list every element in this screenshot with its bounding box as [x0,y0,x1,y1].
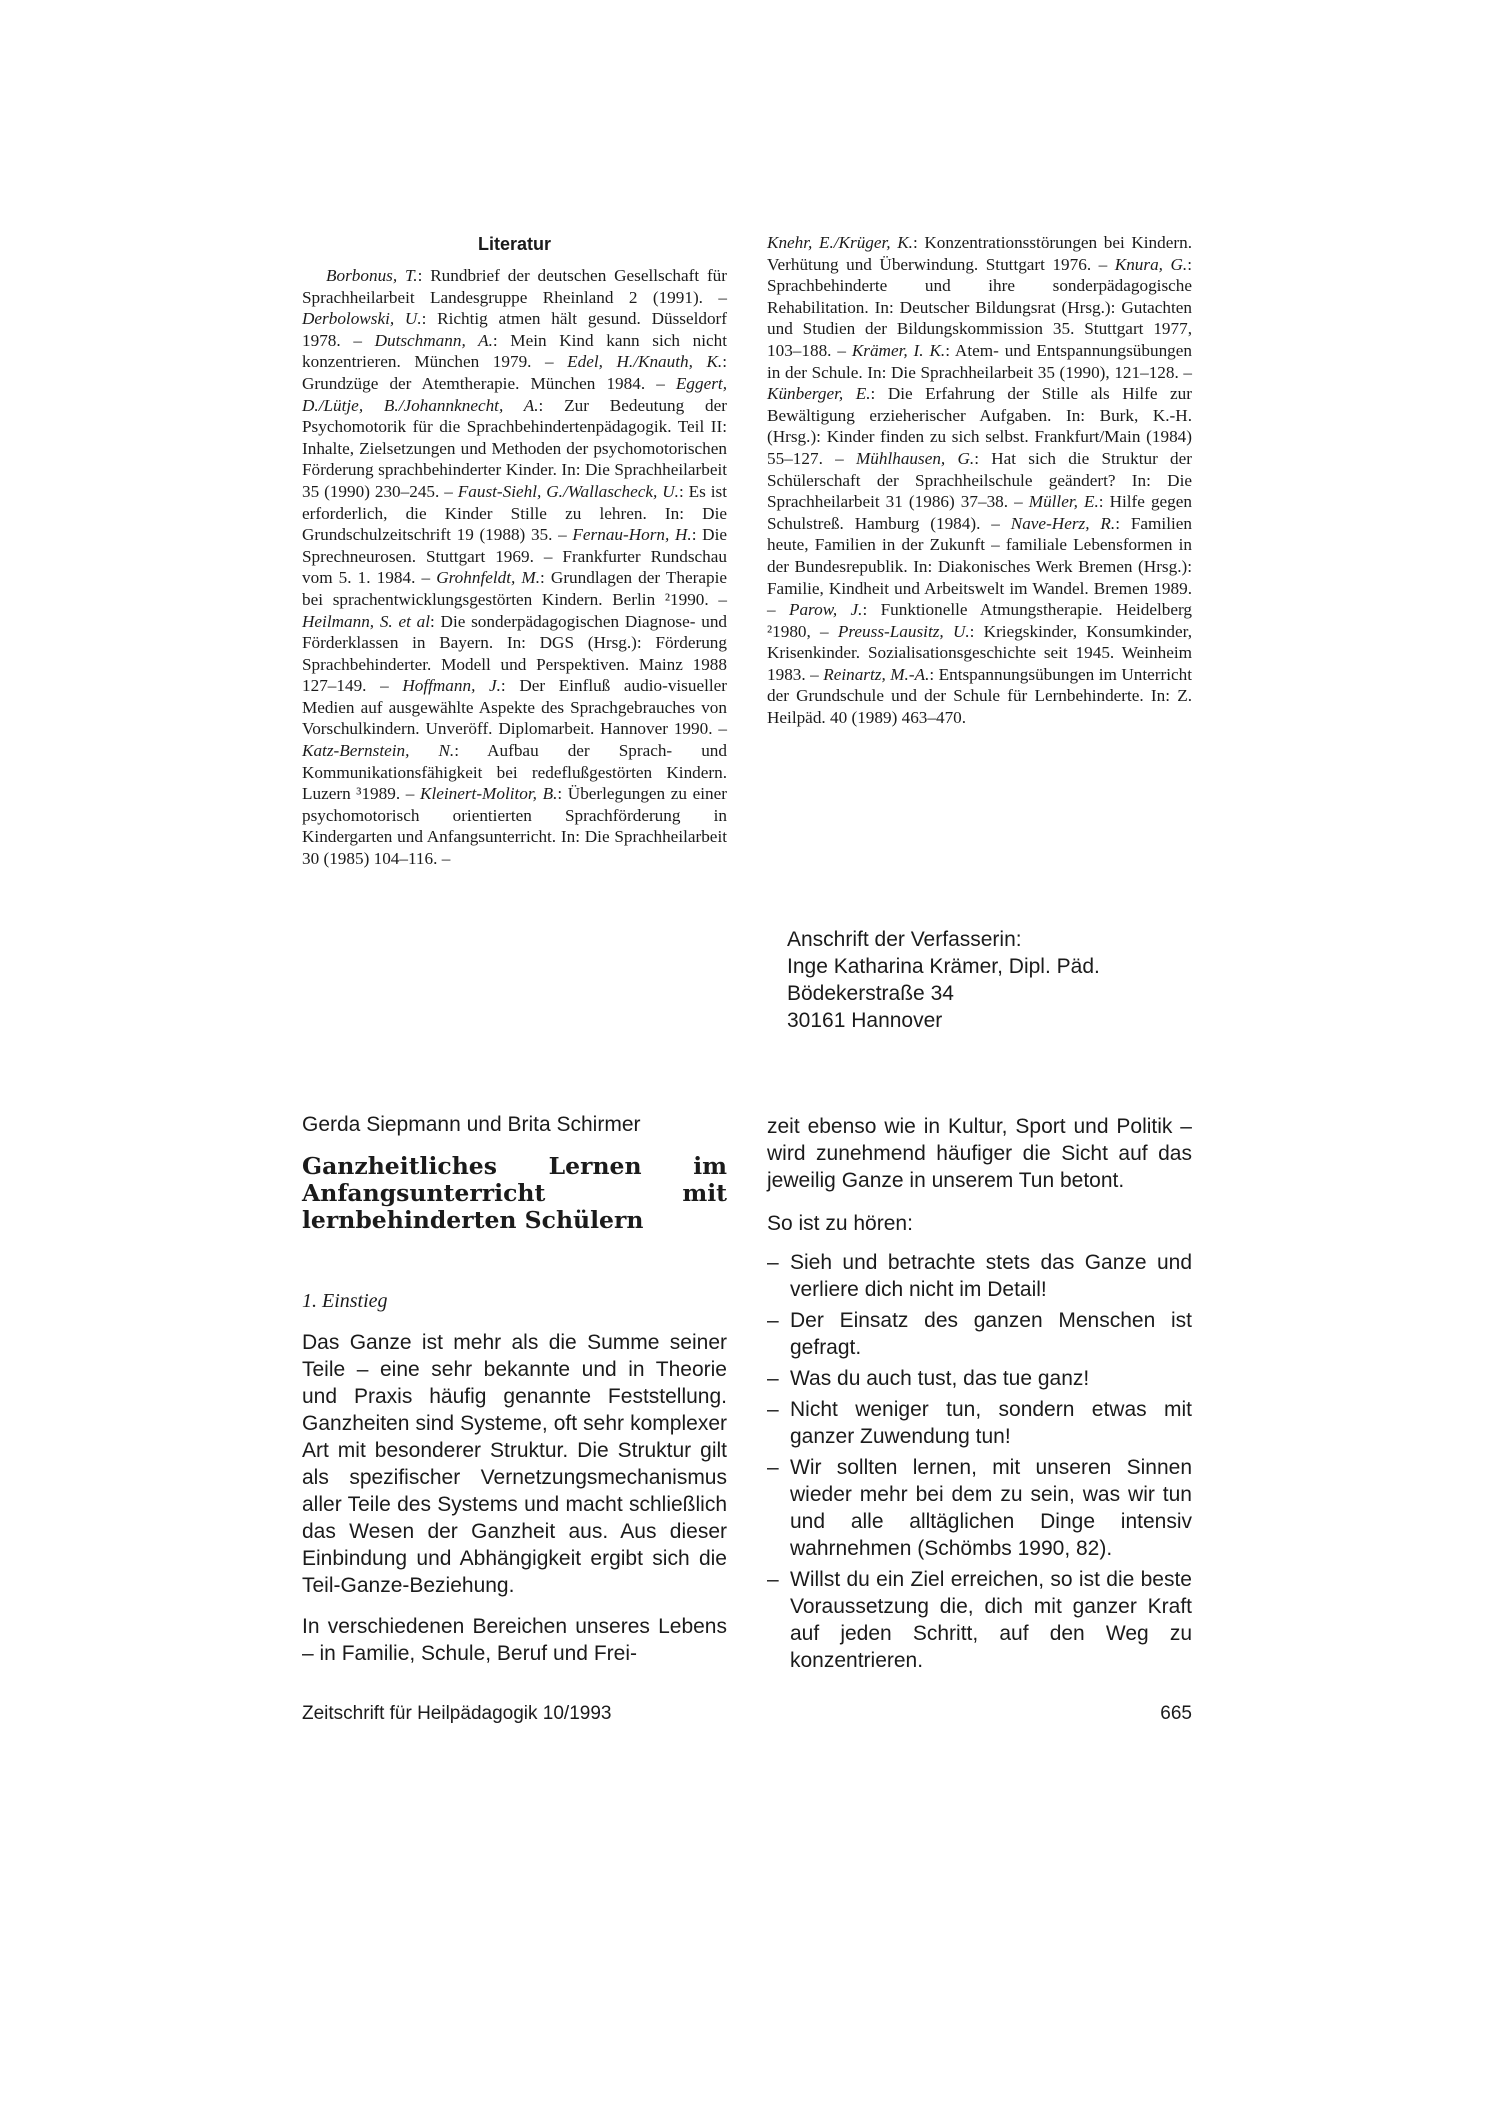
quote-list [767,1249,1192,1674]
reference-text: : Grundzüge der Atemtherapie. München 1984. – [302,352,727,393]
dash-bullet: – [767,1309,779,1332]
reference-text: : Grundlagen der Therapie bei sprachentwicklungsgestörten Kindern. Berlin ²1990. – [302,568,728,609]
reference-text: : Hilfe gegen Schulstreß. Hamburg (1984). – [767,492,1192,533]
reference-text: : Funktionelle Atmungstherapie. Heidelberg ²1980, – [767,600,1192,641]
reference-text: : Konzentrationsstörungen bei Kindern. Verhütung und Überwindung. Stuttgart 1976. – [767,233,1192,274]
reference-text: : Der Einfluß audio-visueller Medien auf ausgewählte Aspekte des Sprachgebrauches von Vorschulkindern. Unveröff. Diplomarbeit. Hannover 1990. – [302,676,727,739]
reference-text: : Überlegungen zu einer psychomotorisch orientierten Sprachförderung in Kindergarten und Anfangsunterricht. In: Die Sprachheilarbeit 30 (1985) 104–116. – [302,784,727,869]
reference-author: Preuss-Lausitz, U. [837,621,970,641]
quote-text: Wir sollten lernen, mit unseren Sinnen wieder mehr bei dem zu sein, was wir tun und alle alltäglichen Dinge intensiv wahrnehmen (Schömbs 1990, 82). [790,1456,1192,1560]
references-right-column [767,232,1192,729]
reference-text: : Entspannungsübungen im Unterricht der Grundschule und der Schule für Lernbehinderte. In: Z. Heilpäd. 40 (1989) 463–470. [767,664,1192,728]
reference-text: : Die Sprechneurosen. Stuttgart 1969. – Frankfurter Rundschau vom 5. 1. 1984. – [302,525,727,588]
address-street: Bödekerstraße 34 [787,982,954,1005]
bullet-intro: So ist zu hören: [767,1212,913,1235]
quote-text: Sieh und betrachte stets das Ganze und verliere dich nicht im Detail! [790,1251,1192,1301]
literature-heading: Literatur [477,234,551,254]
article-title: Ganzheitliches Lernen im Anfangsunterricht mit lernbehinderten Schülern [302,1152,727,1234]
reference-author: Parow, J. [788,600,863,620]
dash-bullet: – [767,1251,779,1274]
quote-item [767,1307,1192,1361]
reference-author: Mühlhausen, G. [855,448,975,468]
reference-author: Knura, G. [1114,254,1188,274]
reference-text: : Aufbau der Sprach- und Kommunikationsfähigkeit bei redeflußgestörten Kindern. Luzern ³1989. – [302,741,727,804]
reference-author: Nave-Herz, R. [1010,513,1116,533]
reference-text: : Familien heute, Familien in der Zukunft – familiale Lebensformen in der Bundesrepublik. In: Diakonisches Werk Bremen (Hrsg.): Familie, Kindheit und Arbeitswelt im Wandel. Bremen 1989. – [767,513,1192,620]
reference-author: Fernau-Horn, H. [572,525,692,545]
reference-author: Künberger, E. [767,384,871,404]
reference-author: Edel, H./Knauth, K. [567,352,723,372]
reference-author: Grohnfeldt, M. [436,568,541,588]
quote-text: Was du auch tust, das tue ganz! [790,1367,1090,1390]
reference-text: : Richtig atmen hält gesund. Düsseldorf 1978. – [302,309,728,350]
author-address [787,926,1207,1034]
references-left-column [302,265,727,870]
reference-text: : Die sonderpädagogischen Diagnose- und Förderklassen in Bayern. In: DGS (Hrsg.): Förderung Sprachbehinderter. Modell und Perspektiven. Mainz 1988 127–149. – [302,611,728,696]
reference-text: : Atem- und Entspannungsübungen in der Schule. In: Die Sprachheilarbeit 35 (1990), 121–128. – [767,340,1192,382]
quote-text: Willst du ein Ziel erreichen, so ist die beste Voraussetzung die, dich mit ganzer Kraft auf jeden Schritt, auf den Weg zu konzentrieren. [790,1568,1192,1672]
reference-author: Derbolowski, U. [302,309,422,329]
reference-author: Krämer, I. K. [851,340,946,360]
reference-text: : Es ist erforderlich, die Kinder Stille zu lehren. In: Die Grundschulzeitschrift 19 (1988) 35. – [302,481,728,545]
address-name: Inge Katharina Krämer, Dipl. Päd. [787,955,1100,978]
reference-text: : Hat sich die Struktur der Schülerschaft der Sprachheilschule geändert? In: Die Sprachheilarbeit 31 (1986) 37–38. – [767,448,1192,512]
reference-text: : Rundbrief der deutschen Gesellschaft für Sprachheilarbeit Landesgruppe Rheinland 2 (1991). – [302,266,727,307]
reference-author: Borbonus, T. [326,266,418,285]
reference-author: Hoffmann, J. [402,676,501,696]
reference-text: : Kriegskinder, Konsumkinder, Krisenkinder. Sozialisationsgeschichte seit 1945. Weinheim 1983. – [767,621,1192,684]
reference-author: Katz-Bernstein, N. [302,741,455,761]
reference-text: : Zur Bedeutung der Psychomotorik für die Sprachbehindertenpädagogik. Teil II: Inhalte, Zielsetzungen und Methoden der psychomotorischen Förderung sprachbehinderter Kinder. In: Die Sprachheilarbeit 35 (1990) 230–245. – [302,395,727,501]
quote-item [767,1396,1192,1450]
reference-author: Faust-Siehl, G./Wallascheck, U. [457,481,679,501]
article-left-column [302,1113,727,1667]
dash-bullet: – [767,1568,779,1591]
article-right-column [767,1113,1192,1678]
address-city: 30161 Hannover [787,1009,943,1032]
paragraph-2: In verschiedenen Bereichen unseres Lebens – in Familie, Schule, Beruf und Frei- [302,1615,727,1665]
reference-text: : Die Erfahrung der Stille als Hilfe zur Bewältigung erzieherischer Aufgaben. In: Burk, K.-H. (Hrsg.): Kinder finden zu sich selbst. Frankfurt/Main (1984) 55–127. – [767,384,1192,468]
journal-footer: Zeitschrift für Heilpädagogik 10/1993 [302,1703,612,1724]
quote-item [767,1249,1192,1303]
reference-author: Eggert, D./Lütje, B./Johannknecht, A. [302,373,727,415]
dash-bullet: – [767,1398,779,1421]
quote-text: Der Einsatz des ganzen Menschen ist gefragt. [790,1309,1192,1359]
quote-item [767,1566,1192,1674]
quote-item [767,1454,1192,1562]
address-label: Anschrift der Verfasserin: [787,928,1022,951]
quote-text: Nicht weniger tun, sondern etwas mit ganzer Zuwendung tun! [790,1398,1192,1448]
dash-bullet: – [767,1367,779,1390]
reference-text: : Sprachbehinderte und ihre sonderpädagogische Rehabilitation. In: Deutscher Bildungsrat (Hrsg.): Gutachten und Studien der Bildungskommission 35. Stuttgart 1977, 103–188. – [767,254,1192,360]
quote-item [767,1365,1192,1392]
article-authors: Gerda Siepmann und Brita Schirmer [302,1113,641,1136]
reference-author: Dutschmann, A. [374,330,493,350]
reference-author: Reinartz, M.-A. [823,664,930,684]
section-heading: 1. Einstieg [302,1290,388,1312]
reference-author: Heilmann, S. et al [302,611,431,631]
reference-author: Kleinert-Molitor, B. [419,784,558,804]
paragraph-2-continued: zeit ebenso wie in Kultur, Sport und Politik – wird zunehmend häufiger die Sicht auf das jeweilig Ganze in unserem Tun betont. [767,1115,1192,1192]
reference-text: : Mein Kind kann sich nicht konzentrieren. München 1979. – [302,330,727,372]
reference-author: Knehr, E./Krüger, K. [767,233,913,252]
paragraph-1: Das Ganze ist mehr als die Summe seiner Teile – eine sehr bekannte und in Theorie und Praxis häufig genannte Feststellung. Ganzheiten sind Systeme, oft sehr komplexer Art mit besonderer Struktur. Die Struktur gilt als spezifischer Vernetzungsmechanismus aller Teile des Systems und macht schließlich das Wesen der Ganzheit aus. Aus dieser Einbindung und Abhängigkeit ergibt sich die Teil-Ganze-Beziehung. [302,1331,727,1597]
dash-bullet: – [767,1456,779,1479]
reference-author: Müller, E. [1028,492,1099,512]
page-number: 665 [1160,1703,1192,1724]
